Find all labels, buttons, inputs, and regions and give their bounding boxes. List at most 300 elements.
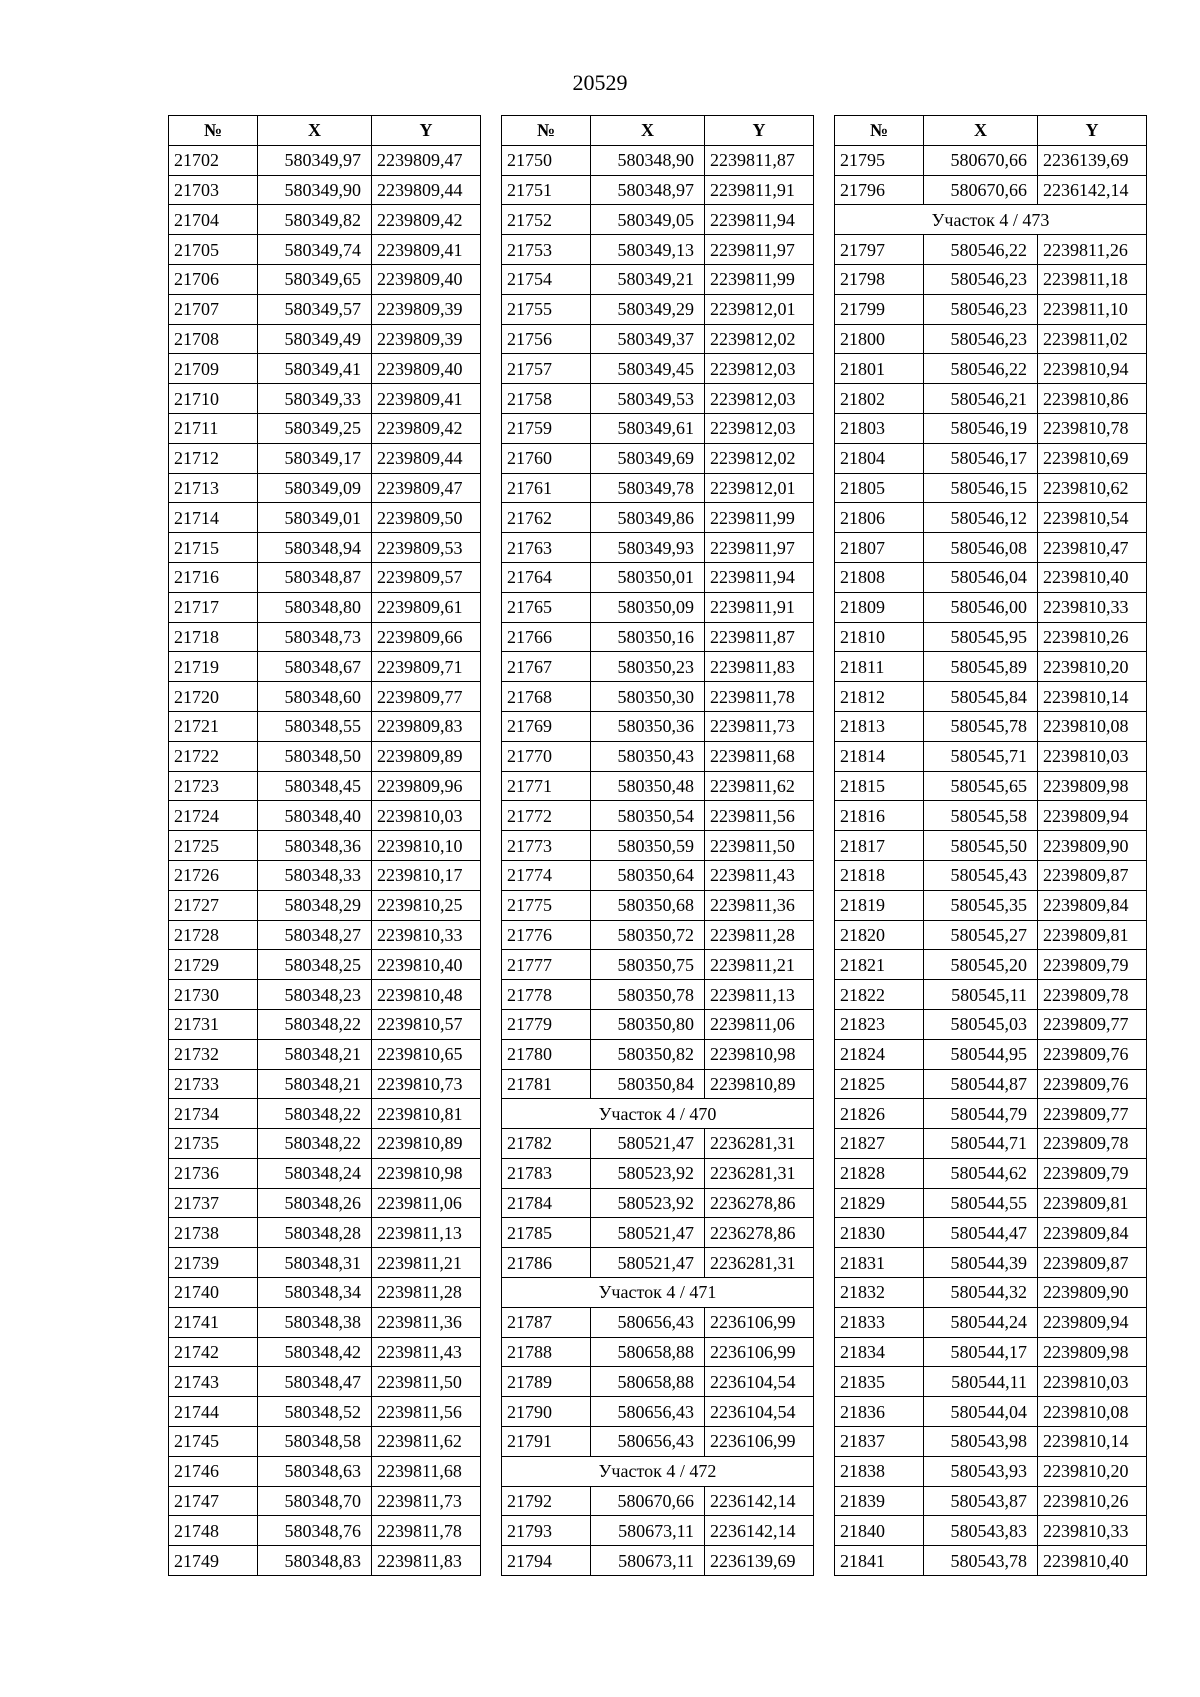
table-row (502, 1427, 814, 1457)
table-row (835, 413, 1147, 443)
y-coordinate-cell: 2239809,83 (372, 711, 481, 741)
header-y: Y (1038, 116, 1147, 146)
x-coordinate-cell: 580546,00 (924, 592, 1038, 622)
table-row (502, 1397, 814, 1427)
table-row (169, 235, 481, 265)
y-coordinate-cell: 2239811,56 (705, 801, 814, 831)
point-number-cell: 21721 (169, 711, 258, 741)
x-coordinate-cell: 580349,45 (591, 354, 705, 384)
x-coordinate-cell: 580350,64 (591, 860, 705, 890)
point-number-cell: 21775 (502, 890, 591, 920)
point-number-cell: 21808 (835, 562, 924, 592)
y-coordinate-cell: 2236104,54 (705, 1367, 814, 1397)
point-number-cell: 21709 (169, 354, 258, 384)
table-row (835, 831, 1147, 861)
x-coordinate-cell: 580546,15 (924, 473, 1038, 503)
point-number-cell: 21811 (835, 652, 924, 682)
x-coordinate-cell: 580349,25 (258, 413, 372, 443)
table-row (169, 384, 481, 414)
point-number-cell: 21735 (169, 1129, 258, 1159)
y-coordinate-cell: 2239812,03 (705, 384, 814, 414)
x-coordinate-cell: 580348,29 (258, 890, 372, 920)
x-coordinate-cell: 580523,92 (591, 1158, 705, 1188)
y-coordinate-cell: 2239809,71 (372, 652, 481, 682)
x-coordinate-cell: 580349,33 (258, 384, 372, 414)
point-number-cell: 21770 (502, 741, 591, 771)
point-number-cell: 21708 (169, 324, 258, 354)
table-row (169, 801, 481, 831)
y-coordinate-cell: 2236278,86 (705, 1188, 814, 1218)
y-coordinate-cell: 2239811,13 (372, 1218, 481, 1248)
point-number-cell: 21719 (169, 652, 258, 682)
y-coordinate-cell: 2239810,26 (1038, 622, 1147, 652)
point-number-cell: 21801 (835, 354, 924, 384)
x-coordinate-cell: 580348,36 (258, 831, 372, 861)
table-row (835, 1397, 1147, 1427)
point-number-cell: 21702 (169, 145, 258, 175)
table-row (169, 920, 481, 950)
x-coordinate-cell: 580348,63 (258, 1456, 372, 1486)
point-number-cell: 21766 (502, 622, 591, 652)
point-number-cell: 21791 (502, 1427, 591, 1457)
x-coordinate-cell: 580545,95 (924, 622, 1038, 652)
table-row (835, 235, 1147, 265)
y-coordinate-cell: 2239809,42 (372, 205, 481, 235)
x-coordinate-cell: 580350,68 (591, 890, 705, 920)
point-number-cell: 21707 (169, 294, 258, 324)
x-coordinate-cell: 580349,61 (591, 413, 705, 443)
y-coordinate-cell: 2239809,44 (372, 175, 481, 205)
table-row (502, 652, 814, 682)
table-row (835, 1218, 1147, 1248)
table-row (169, 354, 481, 384)
point-number-cell: 21772 (502, 801, 591, 831)
y-coordinate-cell: 2239811,68 (705, 741, 814, 771)
x-coordinate-cell: 580348,50 (258, 741, 372, 771)
y-coordinate-cell: 2239809,44 (372, 443, 481, 473)
table-row (169, 831, 481, 861)
point-number-cell: 21716 (169, 562, 258, 592)
point-number-cell: 21834 (835, 1337, 924, 1367)
point-number-cell: 21776 (502, 920, 591, 950)
table-row (502, 592, 814, 622)
table-row (502, 1516, 814, 1546)
table-row (169, 413, 481, 443)
x-coordinate-cell: 580348,83 (258, 1546, 372, 1576)
x-coordinate-cell: 580544,04 (924, 1397, 1038, 1427)
point-number-cell: 21705 (169, 235, 258, 265)
table-row (835, 711, 1147, 741)
section-row (502, 1278, 814, 1308)
y-coordinate-cell: 2239810,33 (1038, 592, 1147, 622)
y-coordinate-cell: 2239811,50 (705, 831, 814, 861)
y-coordinate-cell: 2239811,91 (705, 592, 814, 622)
y-coordinate-cell: 2239810,17 (372, 860, 481, 890)
header-number: № (835, 116, 924, 146)
y-coordinate-cell: 2239809,84 (1038, 1218, 1147, 1248)
table-row (169, 1009, 481, 1039)
y-coordinate-cell: 2239811,87 (705, 145, 814, 175)
point-number-cell: 21819 (835, 890, 924, 920)
point-number-cell: 21774 (502, 860, 591, 890)
x-coordinate-cell: 580348,25 (258, 950, 372, 980)
point-number-cell: 21728 (169, 920, 258, 950)
x-coordinate-cell: 580350,48 (591, 771, 705, 801)
point-number-cell: 21713 (169, 473, 258, 503)
x-coordinate-cell: 580349,09 (258, 473, 372, 503)
y-coordinate-cell: 2239811,28 (372, 1278, 481, 1308)
y-coordinate-cell: 2236281,31 (705, 1158, 814, 1188)
y-coordinate-cell: 2239810,47 (1038, 533, 1147, 563)
x-coordinate-cell: 580349,82 (258, 205, 372, 235)
point-number-cell: 21795 (835, 145, 924, 175)
x-coordinate-cell: 580348,47 (258, 1367, 372, 1397)
coordinates-table-3 (834, 115, 1147, 1576)
table-header-row (835, 116, 1147, 146)
y-coordinate-cell: 2239810,40 (1038, 562, 1147, 592)
table-row (169, 1307, 481, 1337)
point-number-cell: 21832 (835, 1278, 924, 1308)
table-row (502, 503, 814, 533)
table-row (835, 443, 1147, 473)
x-coordinate-cell: 580348,58 (258, 1427, 372, 1457)
point-number-cell: 21733 (169, 1069, 258, 1099)
table-row (169, 622, 481, 652)
table-row (502, 1367, 814, 1397)
x-coordinate-cell: 580349,78 (591, 473, 705, 503)
y-coordinate-cell: 2239810,62 (1038, 473, 1147, 503)
point-number-cell: 21739 (169, 1248, 258, 1278)
y-coordinate-cell: 2236139,69 (1038, 145, 1147, 175)
y-coordinate-cell: 2239812,03 (705, 413, 814, 443)
y-coordinate-cell: 2239811,06 (705, 1009, 814, 1039)
x-coordinate-cell: 580348,55 (258, 711, 372, 741)
x-coordinate-cell: 580545,65 (924, 771, 1038, 801)
y-coordinate-cell: 2239810,20 (1038, 1456, 1147, 1486)
y-coordinate-cell: 2239811,56 (372, 1397, 481, 1427)
x-coordinate-cell: 580544,55 (924, 1188, 1038, 1218)
x-coordinate-cell: 580521,47 (591, 1218, 705, 1248)
table-row (169, 1367, 481, 1397)
point-number-cell: 21840 (835, 1516, 924, 1546)
point-number-cell: 21810 (835, 622, 924, 652)
table-row (502, 264, 814, 294)
point-number-cell: 21786 (502, 1248, 591, 1278)
y-coordinate-cell: 2239811,83 (705, 652, 814, 682)
table-row (835, 264, 1147, 294)
x-coordinate-cell: 580546,08 (924, 533, 1038, 563)
x-coordinate-cell: 580348,23 (258, 980, 372, 1010)
point-number-cell: 21823 (835, 1009, 924, 1039)
point-number-cell: 21816 (835, 801, 924, 831)
x-coordinate-cell: 580545,50 (924, 831, 1038, 861)
point-number-cell: 21737 (169, 1188, 258, 1218)
y-coordinate-cell: 2239810,08 (1038, 711, 1147, 741)
point-number-cell: 21704 (169, 205, 258, 235)
y-coordinate-cell: 2239811,18 (1038, 264, 1147, 294)
table-row (169, 1486, 481, 1516)
table-row (169, 1248, 481, 1278)
x-coordinate-cell: 580670,66 (591, 1486, 705, 1516)
x-coordinate-cell: 580544,79 (924, 1099, 1038, 1129)
x-coordinate-cell: 580348,80 (258, 592, 372, 622)
y-coordinate-cell: 2239809,77 (1038, 1099, 1147, 1129)
point-number-cell: 21817 (835, 831, 924, 861)
point-number-cell: 21827 (835, 1129, 924, 1159)
x-coordinate-cell: 580348,26 (258, 1188, 372, 1218)
y-coordinate-cell: 2239811,36 (705, 890, 814, 920)
point-number-cell: 21836 (835, 1397, 924, 1427)
point-number-cell: 21723 (169, 771, 258, 801)
y-coordinate-cell: 2239812,02 (705, 443, 814, 473)
x-coordinate-cell: 580546,12 (924, 503, 1038, 533)
y-coordinate-cell: 2236104,54 (705, 1397, 814, 1427)
table-row (502, 980, 814, 1010)
x-coordinate-cell: 580544,32 (924, 1278, 1038, 1308)
point-number-cell: 21720 (169, 682, 258, 712)
y-coordinate-cell: 2239810,54 (1038, 503, 1147, 533)
y-coordinate-cell: 2239809,98 (1038, 771, 1147, 801)
point-number-cell: 21767 (502, 652, 591, 682)
table-row (502, 175, 814, 205)
point-number-cell: 21725 (169, 831, 258, 861)
table-row (502, 771, 814, 801)
point-number-cell: 21732 (169, 1039, 258, 1069)
point-number-cell: 21768 (502, 682, 591, 712)
y-coordinate-cell: 2239809,81 (1038, 920, 1147, 950)
point-number-cell: 21714 (169, 503, 258, 533)
x-coordinate-cell: 580349,21 (591, 264, 705, 294)
x-coordinate-cell: 580544,71 (924, 1129, 1038, 1159)
x-coordinate-cell: 580348,60 (258, 682, 372, 712)
table-row (835, 533, 1147, 563)
table-row (835, 622, 1147, 652)
point-number-cell: 21813 (835, 711, 924, 741)
table-row (835, 980, 1147, 1010)
y-coordinate-cell: 2239812,02 (705, 324, 814, 354)
x-coordinate-cell: 580348,21 (258, 1069, 372, 1099)
x-coordinate-cell: 580350,82 (591, 1039, 705, 1069)
x-coordinate-cell: 580546,21 (924, 384, 1038, 414)
table-row (835, 562, 1147, 592)
y-coordinate-cell: 2239809,81 (1038, 1188, 1147, 1218)
point-number-cell: 21814 (835, 741, 924, 771)
x-coordinate-cell: 580349,74 (258, 235, 372, 265)
y-coordinate-cell: 2239811,94 (705, 562, 814, 592)
table-row (835, 1278, 1147, 1308)
x-coordinate-cell: 580348,67 (258, 652, 372, 682)
y-coordinate-cell: 2239809,87 (1038, 1248, 1147, 1278)
point-number-cell: 21745 (169, 1427, 258, 1457)
table-row (835, 741, 1147, 771)
table-row (169, 1158, 481, 1188)
y-coordinate-cell: 2239812,03 (705, 354, 814, 384)
y-coordinate-cell: 2239811,21 (705, 950, 814, 980)
x-coordinate-cell: 580348,27 (258, 920, 372, 950)
section-row (502, 1456, 814, 1486)
table-row (169, 890, 481, 920)
y-coordinate-cell: 2239809,87 (1038, 860, 1147, 890)
table-row (169, 1337, 481, 1367)
x-coordinate-cell: 580349,01 (258, 503, 372, 533)
table-row (835, 324, 1147, 354)
x-coordinate-cell: 580658,88 (591, 1367, 705, 1397)
point-number-cell: 21820 (835, 920, 924, 950)
y-coordinate-cell: 2239811,78 (372, 1516, 481, 1546)
table-row (502, 1248, 814, 1278)
table-row (835, 1039, 1147, 1069)
y-coordinate-cell: 2239809,89 (372, 741, 481, 771)
section-title: Участок 4 / 472 (502, 1456, 814, 1486)
point-number-cell: 21769 (502, 711, 591, 741)
x-coordinate-cell: 580544,87 (924, 1069, 1038, 1099)
point-number-cell: 21833 (835, 1307, 924, 1337)
point-number-cell: 21800 (835, 324, 924, 354)
y-coordinate-cell: 2239809,77 (372, 682, 481, 712)
y-coordinate-cell: 2239810,08 (1038, 1397, 1147, 1427)
x-coordinate-cell: 580543,83 (924, 1516, 1038, 1546)
table-row (835, 1337, 1147, 1367)
x-coordinate-cell: 580350,16 (591, 622, 705, 652)
table-row (835, 384, 1147, 414)
table-row (835, 1456, 1147, 1486)
x-coordinate-cell: 580673,11 (591, 1546, 705, 1576)
x-coordinate-cell: 580348,70 (258, 1486, 372, 1516)
coordinates-table-2 (501, 115, 814, 1576)
x-coordinate-cell: 580348,28 (258, 1218, 372, 1248)
y-coordinate-cell: 2239809,79 (1038, 1158, 1147, 1188)
y-coordinate-cell: 2239811,62 (705, 771, 814, 801)
point-number-cell: 21829 (835, 1188, 924, 1218)
x-coordinate-cell: 580545,35 (924, 890, 1038, 920)
point-number-cell: 21805 (835, 473, 924, 503)
point-number-cell: 21790 (502, 1397, 591, 1427)
x-coordinate-cell: 580350,30 (591, 682, 705, 712)
table-row (169, 1397, 481, 1427)
x-coordinate-cell: 580348,22 (258, 1129, 372, 1159)
y-coordinate-cell: 2239810,89 (372, 1129, 481, 1159)
y-coordinate-cell: 2239810,33 (1038, 1516, 1147, 1546)
point-number-cell: 21824 (835, 1039, 924, 1069)
table-row (502, 622, 814, 652)
table-row (502, 1009, 814, 1039)
x-coordinate-cell: 580543,78 (924, 1546, 1038, 1576)
x-coordinate-cell: 580673,11 (591, 1516, 705, 1546)
x-coordinate-cell: 580545,27 (924, 920, 1038, 950)
table-row (502, 533, 814, 563)
point-number-cell: 21765 (502, 592, 591, 622)
table-row (835, 682, 1147, 712)
y-coordinate-cell: 2239811,94 (705, 205, 814, 235)
x-coordinate-cell: 580348,22 (258, 1009, 372, 1039)
y-coordinate-cell: 2239810,14 (1038, 1427, 1147, 1457)
x-coordinate-cell: 580544,17 (924, 1337, 1038, 1367)
x-coordinate-cell: 580521,47 (591, 1129, 705, 1159)
y-coordinate-cell: 2239809,47 (372, 473, 481, 503)
point-number-cell: 21742 (169, 1337, 258, 1367)
x-coordinate-cell: 580348,45 (258, 771, 372, 801)
x-coordinate-cell: 580350,54 (591, 801, 705, 831)
point-number-cell: 21727 (169, 890, 258, 920)
x-coordinate-cell: 580350,59 (591, 831, 705, 861)
header-x: X (258, 116, 372, 146)
x-coordinate-cell: 580349,65 (258, 264, 372, 294)
table-row (502, 413, 814, 443)
point-number-cell: 21803 (835, 413, 924, 443)
point-number-cell: 21837 (835, 1427, 924, 1457)
table-row (169, 145, 481, 175)
point-number-cell: 21835 (835, 1367, 924, 1397)
y-coordinate-cell: 2239811,87 (705, 622, 814, 652)
y-coordinate-cell: 2239811,73 (705, 711, 814, 741)
point-number-cell: 21711 (169, 413, 258, 443)
x-coordinate-cell: 580658,88 (591, 1337, 705, 1367)
y-coordinate-cell: 2239810,14 (1038, 682, 1147, 712)
y-coordinate-cell: 2239811,99 (705, 503, 814, 533)
table-row (835, 1009, 1147, 1039)
table-row (835, 503, 1147, 533)
point-number-cell: 21780 (502, 1039, 591, 1069)
x-coordinate-cell: 580546,23 (924, 264, 1038, 294)
x-coordinate-cell: 580349,17 (258, 443, 372, 473)
table-row (835, 860, 1147, 890)
point-number-cell: 21796 (835, 175, 924, 205)
y-coordinate-cell: 2239811,43 (372, 1337, 481, 1367)
table-row (169, 1129, 481, 1159)
point-number-cell: 21778 (502, 980, 591, 1010)
point-number-cell: 21752 (502, 205, 591, 235)
y-coordinate-cell: 2239810,03 (1038, 1367, 1147, 1397)
point-number-cell: 21822 (835, 980, 924, 1010)
y-coordinate-cell: 2239810,03 (1038, 741, 1147, 771)
table-row (835, 1546, 1147, 1576)
point-number-cell: 21712 (169, 443, 258, 473)
y-coordinate-cell: 2239811,91 (705, 175, 814, 205)
y-coordinate-cell: 2239809,78 (1038, 1129, 1147, 1159)
y-coordinate-cell: 2236142,14 (705, 1486, 814, 1516)
point-number-cell: 21788 (502, 1337, 591, 1367)
x-coordinate-cell: 580348,42 (258, 1337, 372, 1367)
header-x: X (591, 116, 705, 146)
y-coordinate-cell: 2239811,68 (372, 1456, 481, 1486)
y-coordinate-cell: 2239810,33 (372, 920, 481, 950)
table-row (169, 1427, 481, 1457)
y-coordinate-cell: 2239811,10 (1038, 294, 1147, 324)
point-number-cell: 21821 (835, 950, 924, 980)
y-coordinate-cell: 2239810,81 (372, 1099, 481, 1129)
table-row (835, 473, 1147, 503)
point-number-cell: 21706 (169, 264, 258, 294)
x-coordinate-cell: 580349,97 (258, 145, 372, 175)
point-number-cell: 21797 (835, 235, 924, 265)
table-row (169, 652, 481, 682)
table-row (169, 980, 481, 1010)
point-number-cell: 21839 (835, 1486, 924, 1516)
point-number-cell: 21789 (502, 1367, 591, 1397)
x-coordinate-cell: 580546,04 (924, 562, 1038, 592)
point-number-cell: 21710 (169, 384, 258, 414)
y-coordinate-cell: 2239809,47 (372, 145, 481, 175)
table-row (169, 473, 481, 503)
x-coordinate-cell: 580521,47 (591, 1248, 705, 1278)
table-row (835, 145, 1147, 175)
point-number-cell: 21759 (502, 413, 591, 443)
x-coordinate-cell: 580543,87 (924, 1486, 1038, 1516)
x-coordinate-cell: 580545,58 (924, 801, 1038, 831)
y-coordinate-cell: 2239810,69 (1038, 443, 1147, 473)
y-coordinate-cell: 2239809,94 (1038, 1307, 1147, 1337)
point-number-cell: 21828 (835, 1158, 924, 1188)
